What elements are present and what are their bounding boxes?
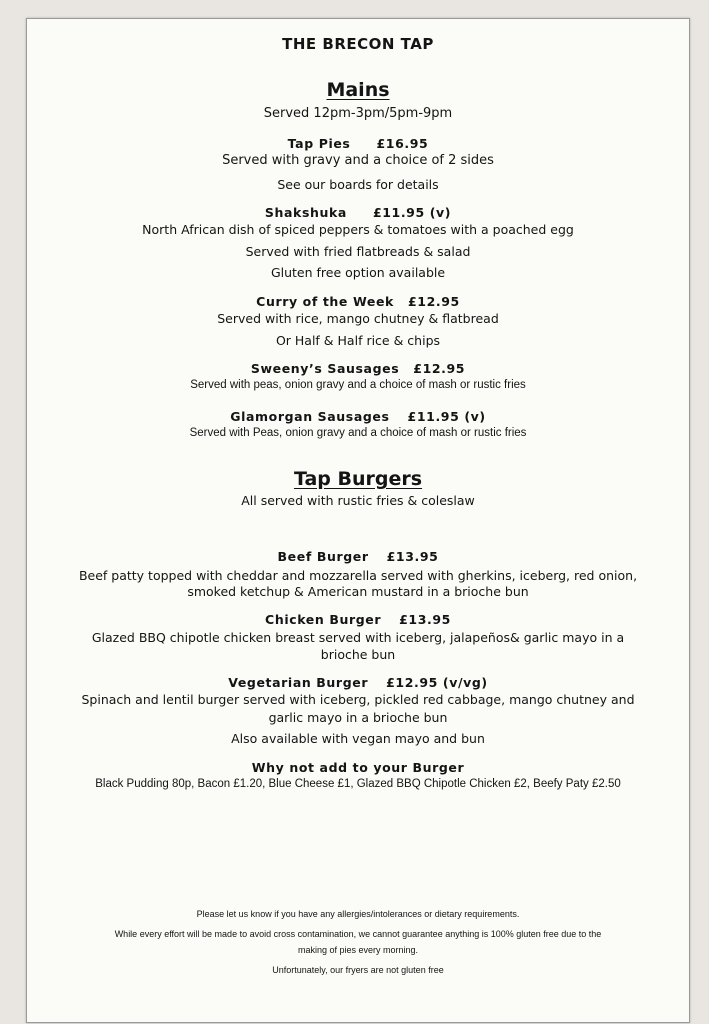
dish-description: Gluten free option available: [270, 265, 446, 280]
dish-description: Glazed BBQ chipotle chicken breast served with iceberg, jalapeños& garlic mayo in a: [91, 630, 625, 645]
dish-description: brioche bun: [320, 647, 396, 662]
dish-name: Sweeny’s Sausages: [250, 361, 400, 376]
dish-description: Served with fried flatbreads & salad: [245, 244, 471, 259]
menu-item-tap-pies: [27, 136, 689, 151]
burgers-heading: Tap Burgers: [293, 468, 423, 490]
fryer-notice: Unfortunately, our fryers are not gluten free: [272, 965, 444, 975]
dish-description: Served with Peas, onion gravy and a choice of mash or rustic fries: [189, 427, 527, 439]
dish-name: Tap Pies: [287, 136, 351, 151]
dish-name: Shakshuka: [264, 205, 347, 220]
addons-list: Black Pudding 80p, Bacon £1.20, Blue Cheese £1, Glazed BBQ Chipotle Chicken £2, Beefy Paty £2.50: [95, 778, 621, 790]
contamination-notice: While every effort will be made to avoid cross contamination, we cannot guarantee anything is 100% gluten free due to the: [114, 929, 602, 939]
dish-description: garlic mayo in a brioche bun: [268, 710, 448, 725]
dish-description: smoked ketchup & American mustard in a brioche bun: [187, 584, 529, 599]
restaurant-name: THE BRECON TAP: [282, 35, 434, 53]
menu-item-shakshuka: [27, 205, 689, 220]
dish-description: Served with peas, onion gravy and a choice of mash or rustic fries: [190, 379, 526, 391]
dish-price: £11.95 (v): [372, 205, 452, 220]
menu-page: [26, 18, 690, 1023]
dish-description: Or Half & Half rice & chips: [275, 333, 441, 348]
addons-heading: Why not add to your Burger: [251, 760, 465, 775]
menu-item-chicken-burger: [27, 612, 689, 627]
dish-name: Curry of the Week: [256, 294, 394, 309]
menu-item-glamorgan-sausages: [27, 409, 689, 424]
dish-price: £12.95: [407, 294, 460, 309]
burgers-note: All served with rustic fries & coleslaw: [241, 493, 475, 508]
dish-price: £11.95 (v): [407, 409, 486, 424]
mains-heading: Mains: [326, 79, 390, 101]
dish-description: Served with gravy and a choice of 2 sides: [222, 153, 494, 168]
dish-price: £12.95: [413, 361, 466, 376]
allergy-notice: Please let us know if you have any allergies/intolerances or dietary requirements.: [196, 909, 520, 919]
dish-name: Glamorgan Sausages: [230, 409, 390, 424]
dish-description: North African dish of spiced peppers & tomatoes with a poached egg: [142, 222, 574, 237]
dish-description: See our boards for details: [277, 177, 439, 192]
dish-price: £13.95: [386, 549, 439, 564]
contamination-notice-cont: making of pies every morning.: [297, 945, 419, 955]
menu-item-curry: [27, 294, 689, 309]
mains-hours: Served 12pm-3pm/5pm-9pm: [263, 106, 453, 121]
dish-description: Beef patty topped with cheddar and mozzarella served with gherkins, iceberg, red onion,: [78, 568, 638, 583]
dish-description: Also available with vegan mayo and bun: [231, 731, 485, 746]
dish-price: £16.95: [376, 136, 429, 151]
dish-name: Vegetarian Burger: [228, 675, 369, 690]
dish-description: Served with rice, mango chutney & flatbread: [217, 311, 499, 326]
dish-description: Spinach and lentil burger served with iceberg, pickled red cabbage, mango chutney and: [81, 692, 635, 707]
menu-item-beef-burger: [27, 549, 689, 564]
menu-item-sweenys-sausages: [27, 361, 689, 376]
dish-name: Beef Burger: [277, 549, 369, 564]
dish-price: £13.95: [399, 612, 451, 627]
menu-item-vegetarian-burger: [27, 675, 689, 690]
dish-price: £12.95 (v/vg): [386, 675, 488, 690]
dish-name: Chicken Burger: [265, 612, 382, 627]
